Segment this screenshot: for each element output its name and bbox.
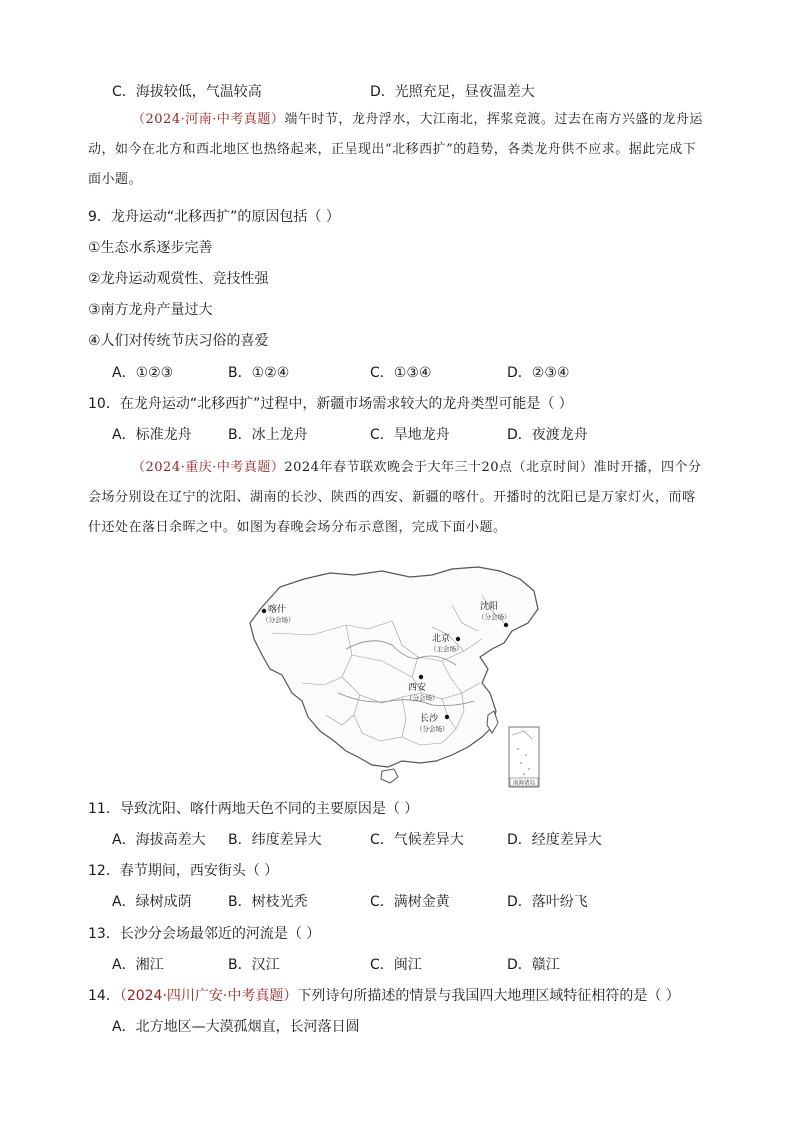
question-9-stem: 9．龙舟运动“北移西扩”的原因包括（ ） [88, 209, 340, 225]
q10-option-a: A．标准龙舟 [112, 427, 192, 443]
changsha-role: （分会场） [416, 725, 449, 733]
beijing-label: 北京 [432, 634, 451, 644]
shenyang-label: 沈阳 [480, 602, 499, 612]
q9-option-c: C．①③④ [370, 365, 432, 381]
q11-option-d: D．经度差异大 [507, 832, 602, 848]
q13-option-c: C．闽江 [370, 957, 422, 973]
q14-number: 14． [88, 988, 120, 1004]
passage-text: 端午时节，龙舟浮水，大江南北，挥浆竞渡。过去在南方兴盛的龙舟运动，如今在北方和西北地区也热络起来，正呈现出“北移西扩”的趋势，各类龙舟供不应求。据此完成下面小题。 [88, 112, 703, 187]
passage-chongqing [88, 453, 708, 543]
xian-label: 西安 [408, 683, 427, 693]
q13-option-b: B．汉江 [228, 957, 280, 973]
q11-option-b: B．纬度差异大 [228, 832, 322, 848]
q9-item-2: ②龙舟运动观赏性、竞技性强 [88, 271, 269, 287]
q12-option-a: A．绿树成荫 [112, 894, 192, 910]
question-10-stem: 10．在龙舟运动“北移西扩”过程中，新疆市场需求较大的龙舟类型可能是（ ） [88, 396, 573, 412]
xian-role: （分会场） [406, 694, 439, 702]
option-d: D．光照充足，昼夜温差大 [370, 84, 535, 100]
xian-dot [419, 675, 423, 679]
question-13-stem: 13．长沙分会场最邻近的河流是（ ） [88, 926, 321, 942]
question-12-stem: 12．春节期间，西安街头（ ） [88, 863, 279, 879]
changsha-label: 长沙 [420, 714, 439, 724]
shenyang-dot [504, 623, 508, 627]
south-china-sea-inset [509, 727, 539, 787]
shenyang-role: （分会场） [478, 613, 511, 621]
q10-option-d: D．夜渡龙舟 [507, 427, 588, 443]
q14-option-a: A．北方地区—大漠孤烟直，长河落日圆 [112, 1019, 360, 1035]
q14-stem: 下列诗句所描述的情景与我国四大地理区域特征相符的是（ ） [297, 988, 680, 1004]
kashgar-role: （分会场） [262, 616, 295, 624]
q9-option-d: D．②③④ [507, 365, 570, 381]
changsha-dot [445, 715, 449, 719]
kashgar-label: 喀什 [268, 605, 287, 615]
q12-option-b: B．树枝光秃 [228, 894, 308, 910]
q9-item-3: ③南方龙舟产量过大 [88, 302, 213, 318]
passage-henan [88, 105, 708, 195]
beijing-role: （主会场） [430, 645, 463, 653]
spring-festival-venue-map [242, 565, 544, 790]
q13-option-a: A．湘江 [112, 957, 164, 973]
q9-item-4: ④人们对传统节庆习俗的喜爱 [88, 333, 269, 349]
q13-option-d: D．赣江 [507, 957, 560, 973]
q12-option-d: D．落叶纷飞 [507, 894, 588, 910]
passage-source: （2024·河南·中考真题） [132, 112, 285, 127]
passage-text: 2024年春节联欢晚会于大年三十20点（北京时间）准时开播，四个分会场分别设在辽宁的沈阳、湖南的长沙、陕西的西安、新疆的喀什。开播时的沈阳已是万家灯火，而喀什还处在落日余晖之中。如图为春晚会场分布示意图，完成下面小题。 [88, 460, 702, 535]
kashgar-dot [262, 609, 266, 613]
inset-label: 南海诸岛 [512, 780, 536, 787]
q11-option-c: C．气候差异大 [370, 832, 464, 848]
question-11-stem: 11．导致沈阳、喀什两地天色不同的主要原因是（ ） [88, 801, 419, 817]
beijing-dot [456, 637, 460, 641]
q9-option-a: A．①②③ [112, 365, 174, 381]
q9-option-b: B．①②④ [228, 365, 290, 381]
passage-source: （2024·重庆·中考真题） [132, 460, 285, 475]
q12-option-c: C．满树金黄 [370, 894, 450, 910]
q11-option-a: A．海拔高差大 [112, 832, 206, 848]
option-c: C．海拔较低，气温较高 [112, 84, 262, 100]
question-14 [88, 986, 680, 1006]
q10-option-b: B．冰上龙舟 [228, 427, 308, 443]
q10-option-c: C．旱地龙舟 [370, 427, 450, 443]
q14-source: （2024·四川广安·中考真题） [119, 988, 298, 1004]
q9-item-1: ①生态水系逐步完善 [88, 240, 213, 256]
